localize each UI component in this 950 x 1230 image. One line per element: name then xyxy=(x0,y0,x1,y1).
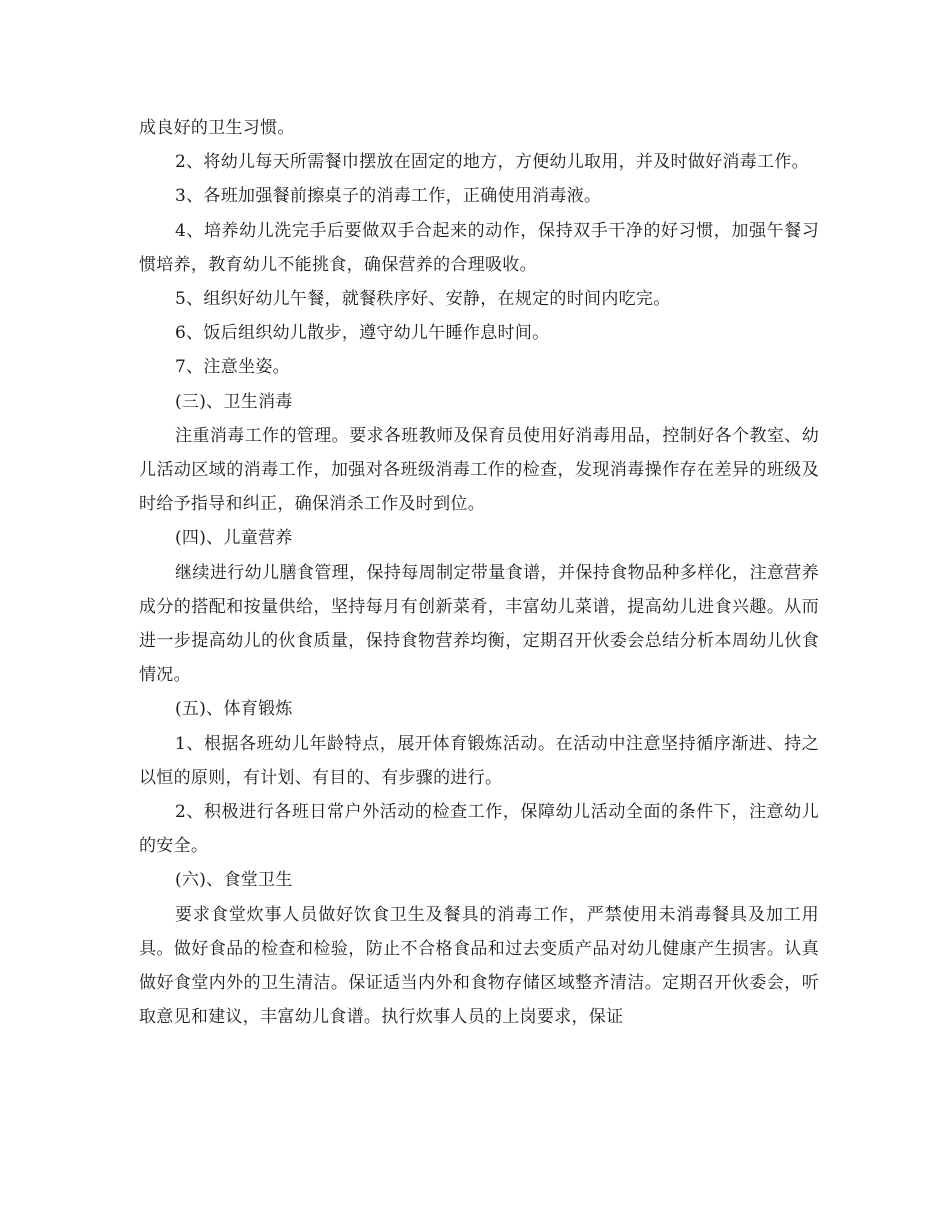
section-heading-canteen-hygiene: (六)、食堂卫生 xyxy=(175,870,293,891)
document-body xyxy=(139,111,819,1034)
section-heading-child-nutrition: (四)、儿童营养 xyxy=(175,528,293,549)
section-heading-hygiene-disinfection: (三)、卫生消毒 xyxy=(175,391,293,412)
section-heading-physical-exercise: (五)、体育锻炼 xyxy=(175,699,293,720)
paragraph-4: 4、培养幼儿洗完手后要做双手合起来的动作，保持双手干净的好习惯，加强午餐习惯培养，教育幼儿不能挑食，确保营养的合理吸收。 xyxy=(139,220,819,275)
paragraph-3: 3、各班加强餐前擦桌子的消毒工作，正确使用消毒液。 xyxy=(175,186,602,207)
paragraph-5: 5、组织好幼儿午餐，就餐秩序好、安静，在规定的时间内吃完。 xyxy=(175,289,671,310)
paragraph-9: 注重消毒工作的管理。要求各班教师及保育员使用好消毒用品，控制好各个教室、幼儿活动区域的消毒工作，加强对各班级消毒工作的检查，发现消毒操作存在差异的班级及时给予指导和纠正，确保消杀工作及时到位。 xyxy=(139,425,819,515)
paragraph-13: 1、根据各班幼儿年龄特点，展开体育锻炼活动。在活动中注意坚持循序渐进、持之以恒的原则，有计划、有目的、有步骤的进行。 xyxy=(139,733,819,788)
paragraph-16: 要求食堂炊事人员做好饮食卫生及餐具的消毒工作，严禁使用未消毒餐具及加工用具。做好食品的检查和检验，防止不合格食品和过去变质产品对幼儿健康产生损害。认真做好食堂内外的卫生清洁。保证适当内外和食物存储区域整齐清洁。定期召开伙委会，听取意见和建议，丰富幼儿食谱。执行炊事人员的上岗要求，保证 xyxy=(139,904,819,1028)
paragraph-14: 2、积极进行各班日常户外活动的检查工作，保障幼儿活动全面的条件下，注意幼儿的安全。 xyxy=(139,802,819,857)
paragraph-11: 继续进行幼儿膳食管理，保持每周制定带量食谱，并保持食物品种多样化，注意营养成分的搭配和按量供给，坚持每月有创新菜肴，丰富幼儿菜谱，提高幼儿进食兴趣。从而进一步提高幼儿的伙食质量，保持食物营养均衡，定期召开伙委会总结分析本周幼儿伙食情况。 xyxy=(139,562,819,686)
paragraph-2: 2、将幼儿每天所需餐巾摆放在固定的地方，方便幼儿取用，并及时做好消毒工作。 xyxy=(175,152,809,173)
paragraph-7: 7、注意坐姿。 xyxy=(175,357,290,378)
paragraph-1: 成良好的卫生习惯。 xyxy=(139,118,295,138)
paragraph-6: 6、饭后组织幼儿散步，遵守幼儿午睡作息时间。 xyxy=(175,323,550,344)
